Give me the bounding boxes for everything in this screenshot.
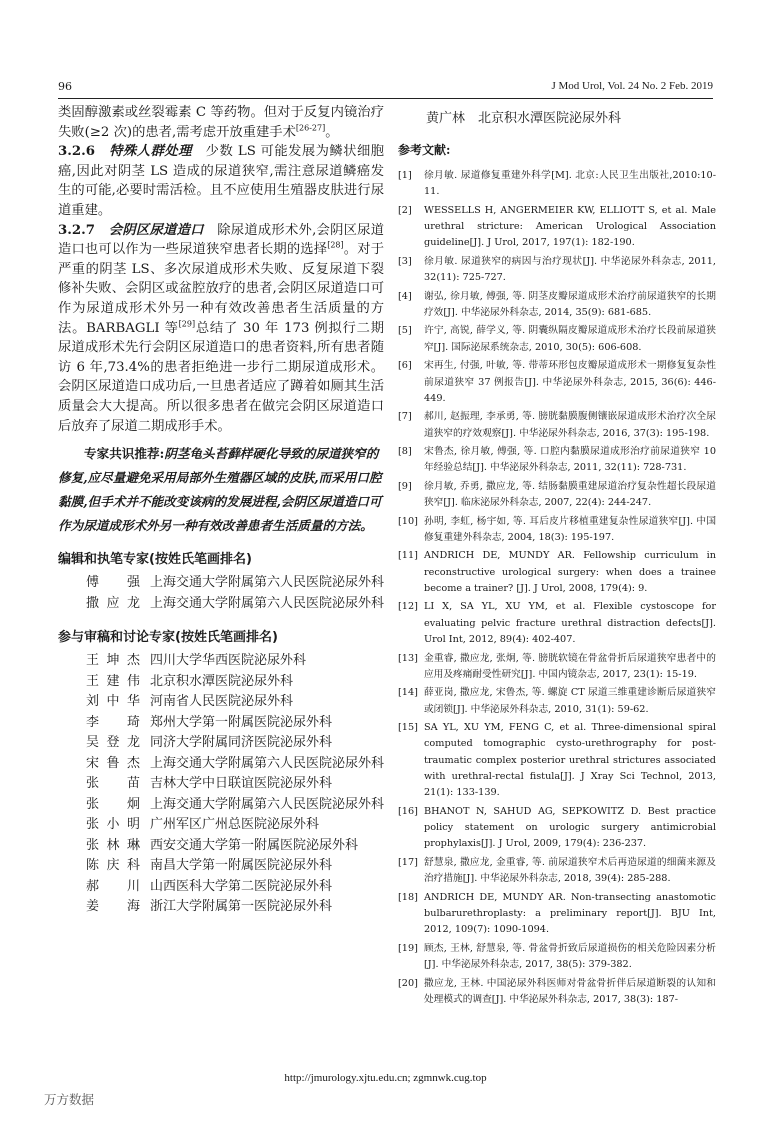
expert-affiliation: 上海交通大学附属第六人民医院泌尿外科 bbox=[150, 575, 385, 591]
reference-item bbox=[398, 514, 716, 547]
expert-affiliation: 山西医科大学第二医院泌尿外科 bbox=[150, 878, 333, 894]
reference-text: 金重睿, 撒应龙, 张炯, 等. 膀胱软镜在骨盆骨折后尿道狭窄患者中的应用及疼痛耐受性研究[J]. 中国内镜杂志, 2017, 23(1): 15-19. bbox=[424, 652, 716, 680]
expert-row bbox=[86, 897, 384, 918]
expert-name: 张林琳 bbox=[86, 837, 140, 853]
citation: [28] bbox=[327, 240, 344, 250]
reference-text: ANDRICH DE, MUNDY AR. Non-transecting anastomotic bulbarurethroplasty: a preliminary report[J]. BJU Int, 2012, 109(7): 1090-1094. bbox=[424, 891, 716, 936]
reference-number: [15] bbox=[398, 722, 418, 734]
reference-number: [1] bbox=[398, 170, 412, 181]
reference-text: SA YL, XU YM, FENG C, et al. Three-dimensional spiral computed tomographic cysto-urethrography for post-traumatic complex posterior urethral strictures associated with urethral-rectal fistula[J]. J Xray Sci Technol, 2013, 21(1): 133-139. bbox=[424, 722, 716, 799]
expert-name: 张小明 bbox=[86, 817, 140, 833]
reference-number: [8] bbox=[398, 446, 412, 458]
references-title: 参考文献: bbox=[398, 143, 451, 157]
journal-info: J Mod Urol, Vol. 24 No. 2 Feb. 2019 bbox=[551, 80, 713, 92]
reference-text: 顾杰, 王林, 舒慧泉, 等. 骨盆骨折致后尿道损伤的相关危险因素分析[J]. 中华泌尿外科杂志, 2017, 38(5): 379-382. bbox=[424, 942, 716, 971]
expert-row bbox=[86, 815, 384, 836]
expert-affiliation: 郑州大学第一附属医院泌尿外科 bbox=[150, 714, 333, 730]
reviewer-continuation: 黄广林 北京积水潭医院泌尿外科 bbox=[426, 111, 622, 126]
reference-number: [7] bbox=[398, 411, 412, 423]
right-column bbox=[398, 103, 716, 1010]
expert-name: 郝 川 bbox=[86, 878, 140, 894]
left-column bbox=[58, 103, 384, 918]
expert-row bbox=[86, 672, 384, 693]
reference-item bbox=[398, 890, 716, 939]
expert-row bbox=[86, 774, 384, 795]
reference-number: [19] bbox=[398, 942, 418, 954]
reference-text: 许宁, 高锐, 薛学义, 等. 阴囊纵隔皮瓣尿道成形术治疗长段前尿道狭窄[J]. 国际泌尿系统杂志, 2010, 30(5): 606-608. bbox=[424, 325, 716, 353]
expert-row bbox=[86, 836, 384, 857]
reference-text: LI X, SA YL, XU YM, et al. Flexible cystoscope for evaluating pelvic fracture urethral distraction defects[J]. Urol Int, 2012, 89(4): 402-407. bbox=[424, 601, 716, 646]
expert-affiliation: 浙江大学附属第一医院泌尿外科 bbox=[150, 899, 333, 915]
reference-text: 郝川, 赵振理, 李承勇, 等. 膀胱黏膜腹侧镶嵌尿道成形术治疗次全尿道狭窄的疗效观察[J]. 中华泌尿外科杂志, 2016, 37(3): 195-198. bbox=[424, 411, 716, 439]
reference-number: [9] bbox=[398, 480, 412, 492]
expert-name: 李 琦 bbox=[86, 714, 140, 730]
reference-number: [6] bbox=[398, 360, 412, 372]
reviewers-title: 参与审稿和讨论专家(按姓氏笔画排名) bbox=[58, 630, 278, 646]
reference-text: 薛亚岗, 撒应龙, 宋鲁杰, 等. 螺旋 CT 尿道三维重建诊断后尿道狭窄或闭锁[J]. 中华泌尿外科杂志, 2010, 31(1): 59-62. bbox=[424, 687, 716, 715]
reference-number: [13] bbox=[398, 652, 418, 664]
expert-affiliation: 上海交通大学附属第六人民医院泌尿外科 bbox=[150, 595, 385, 611]
reference-item bbox=[398, 479, 716, 512]
reference-item bbox=[398, 804, 716, 853]
citation: [26-27] bbox=[295, 123, 326, 133]
section-number: 3.2.6 bbox=[58, 144, 96, 160]
reference-item bbox=[398, 685, 716, 718]
consensus-recommendation: 专家共识推荐:阴茎龟头苔藓样硬化导致的尿道狭窄的修复,应尽量避免采用局部外生殖器区域的皮肤,而采用口腔黏膜,但手术并不能改变该病的发展进程,会阴区尿道造口可作为尿道成形术外另一种有效改善患者生活质量的方法。 bbox=[58, 446, 382, 534]
reference-item bbox=[398, 651, 716, 684]
section-title: 会阴区尿道造口 bbox=[108, 222, 204, 238]
reference-item bbox=[398, 599, 716, 648]
reference-number: [16] bbox=[398, 805, 418, 817]
reference-item bbox=[398, 444, 716, 477]
reference-number: [12] bbox=[398, 601, 418, 613]
expert-affiliation: 西安交通大学第一附属医院泌尿外科 bbox=[150, 837, 359, 853]
editors-list bbox=[58, 573, 384, 614]
reference-text: 撒应龙, 王林. 中国泌尿外科医师对骨盆骨折伴后尿道断裂的认知和处理模式的调查[J]. 中华泌尿外科杂志, 2017, 38(3): 187- bbox=[424, 977, 716, 1005]
reference-number: [4] bbox=[398, 290, 412, 302]
expert-row bbox=[86, 733, 384, 754]
expert-affiliation: 同济大学附属同济医院泌尿外科 bbox=[150, 735, 333, 751]
expert-affiliation: 广州军区广州总医院泌尿外科 bbox=[150, 817, 320, 833]
reference-item bbox=[398, 548, 716, 597]
expert-affiliation: 四川大学华西医院泌尿外科 bbox=[150, 653, 307, 669]
reference-item bbox=[398, 168, 716, 201]
reference-text: 谢弘, 徐月敏, 傅强, 等. 阴茎皮瓣尿道成形术治疗前尿道狭窄的长期疗效[J]. 中华泌尿外科杂志, 2014, 35(9): 681-685. bbox=[424, 290, 716, 318]
footer-url: http://jmurology.xjtu.edu.cn; zgmnwk.cug.top bbox=[284, 1072, 487, 1084]
citation: [29] bbox=[178, 319, 196, 329]
consensus-label: 专家共识推荐: bbox=[84, 446, 165, 462]
expert-affiliation: 北京积水潭医院泌尿外科 bbox=[150, 673, 294, 689]
expert-row bbox=[86, 713, 384, 734]
reference-item bbox=[398, 289, 716, 322]
reference-text: 徐月敏. 尿道修复重建外科学[M]. 北京:人民卫生出版社,2010:10-11. bbox=[424, 170, 716, 198]
section-3-2-7: 3.2.7 会阴区尿道造口 除尿道成形术外,会阴区尿道造口也可以作为一些尿道狭窄患者长期的选择[28]。对于严重的阴茎 LS、多次尿道成形术失败、反复尿道下裂修补失败、会阴区或盆腔放疗的患者,会阴区尿道造口可作为尿道成形术外另一种有效改善患者生活质量的方法。BARBAGLI 等[29]总结了 30 年 173 例拟行二期尿道成形术先行会阴区尿道造口的患者资料,所有患者随访 6 年,73.4%的患者拒绝进一步行二期尿道成形术。会阴区尿道造口成功后,一旦患者适应了蹲着如厕其生活质量会大大提高。所以很多患者在做完会阴区尿道造口后放弃了尿道二期成形手术。 bbox=[58, 222, 385, 434]
paragraph-continuation: 类固醇激素或丝裂霉素 C 等药物。但对于反复内镜治疗失败(≥2 次)的患者,需考虑开放重建手术[26-27]。 bbox=[58, 105, 384, 140]
expert-affiliation: 南昌大学第一附属医院泌尿外科 bbox=[150, 858, 333, 874]
reference-text: 舒慧泉, 撒应龙, 金重睿, 等. 前尿道狭窄术后再造尿道的细菌来源及治疗措施[J]. 中华泌尿外科杂志, 2018, 39(4): 285-288. bbox=[424, 856, 716, 885]
expert-name: 王坤杰 bbox=[86, 653, 140, 669]
expert-name: 张 苗 bbox=[86, 776, 140, 792]
expert-row bbox=[86, 594, 384, 615]
reference-number: [14] bbox=[398, 687, 418, 699]
expert-row bbox=[86, 877, 384, 898]
reference-text: 徐月敏, 乔勇, 撒应龙, 等. 结肠黏膜重建尿道治疗复杂性超长段尿道狭窄[J]. 临床泌尿外科杂志, 2007, 22(4): 244-247. bbox=[424, 480, 716, 509]
section-title: 特殊人群处理 bbox=[109, 144, 192, 160]
references-list bbox=[398, 168, 716, 1008]
reference-item bbox=[398, 941, 716, 974]
watermark: 万方数据 bbox=[44, 1092, 95, 1107]
reference-item bbox=[398, 358, 716, 407]
section-number: 3.2.7 bbox=[58, 222, 96, 238]
expert-row bbox=[86, 573, 384, 594]
expert-name: 王建伟 bbox=[86, 673, 140, 689]
reference-item bbox=[398, 254, 716, 287]
expert-affiliation: 上海交通大学附属第六人民医院泌尿外科 bbox=[150, 755, 385, 771]
reference-number: [10] bbox=[398, 515, 418, 527]
editors-title: 编辑和执笔专家(按姓氏笔画排名) bbox=[58, 552, 252, 568]
reference-number: [18] bbox=[398, 891, 418, 903]
section-3-2-6: 3.2.6 特殊人群处理 少数 LS 可能发展为鳞状细胞癌,因此对阴茎 LS 造成的尿道狭窄,需注意尿道鳞癌发生的可能,必要时需活检。且不应使用生殖器皮肤进行尿道重建。 bbox=[58, 144, 385, 218]
expert-row bbox=[86, 754, 384, 775]
reference-text: 孙明, 李虹, 杨宇如, 等. 耳后皮片移植重建复杂性尿道狭窄[J]. 中国修复重建外科杂志, 2004, 18(3): 195-197. bbox=[424, 515, 716, 543]
reference-item bbox=[398, 323, 716, 356]
reference-text: ANDRICH DE, MUNDY AR. Fellowship curriculum in reconstructive urological surgery: when does a trainee become a trainer? [J]. J Urol, 2008, 179(4): 9. bbox=[424, 550, 716, 594]
expert-row bbox=[86, 795, 384, 816]
expert-name: 张 炯 bbox=[86, 796, 140, 812]
reference-item bbox=[398, 203, 716, 252]
expert-row bbox=[86, 651, 384, 672]
reference-number: [17] bbox=[398, 856, 418, 868]
reviewers-list bbox=[58, 651, 384, 918]
reference-text: WESSELLS H, ANGERMEIER KW, ELLIOTT S, et al. Male urethral stricture: American Urological Association guideline[J]. J Urol, 2017, 197(1): 182-190. bbox=[424, 204, 716, 249]
expert-name: 傅 强 bbox=[86, 575, 140, 591]
expert-name: 陈庆科 bbox=[86, 858, 140, 874]
expert-name: 姜 海 bbox=[86, 899, 140, 915]
reference-number: [2] bbox=[398, 204, 412, 216]
reference-number: [3] bbox=[398, 255, 412, 267]
header-rule bbox=[58, 98, 713, 99]
expert-affiliation: 吉林大学中日联谊医院泌尿外科 bbox=[150, 776, 333, 792]
expert-name: 刘中华 bbox=[86, 694, 140, 710]
reference-text: 宋鲁杰, 徐月敏, 傅强, 等. 口腔内黏膜尿道成形治疗前尿道狭窄 10 年经验总结[J]. 中华泌尿外科杂志, 2011, 32(11): 728-731. bbox=[424, 446, 716, 474]
expert-name: 吴登龙 bbox=[86, 735, 140, 751]
expert-row bbox=[86, 692, 384, 713]
reference-text: BHANOT N, SAHUD AG, SEPKOWITZ D. Best practice policy statement on urologic surgery antimicrobial prophylaxis[J]. J Urol, 2009, 179(4): 236-237. bbox=[424, 805, 716, 850]
reference-number: [5] bbox=[398, 325, 412, 337]
reference-text: 宋再生, 付强, 叶敏, 等. 带蒂环形包皮瓣尿道成形术一期修复复杂性前尿道狭窄 37 例报告[J]. 中华泌尿外科杂志, 2015, 36(6): 446-449. bbox=[424, 360, 716, 404]
reference-text: 徐月敏. 尿道狭窄的病因与治疗现状[J]. 中华泌尿外科杂志, 2011, 32(11): 725-727. bbox=[424, 255, 716, 284]
reference-number: [11] bbox=[398, 550, 418, 562]
expert-affiliation: 河南省人民医院泌尿外科 bbox=[150, 694, 294, 710]
expert-name: 宋鲁杰 bbox=[86, 755, 140, 771]
reference-item bbox=[398, 409, 716, 442]
reference-item bbox=[398, 720, 716, 801]
expert-affiliation: 上海交通大学附属第六人民医院泌尿外科 bbox=[150, 796, 385, 812]
reference-item bbox=[398, 855, 716, 888]
reference-number: [20] bbox=[398, 977, 418, 989]
reference-item bbox=[398, 976, 716, 1009]
expert-row bbox=[86, 856, 384, 877]
expert-name: 撒应龙 bbox=[86, 595, 140, 611]
page-number: 96 bbox=[58, 80, 72, 93]
